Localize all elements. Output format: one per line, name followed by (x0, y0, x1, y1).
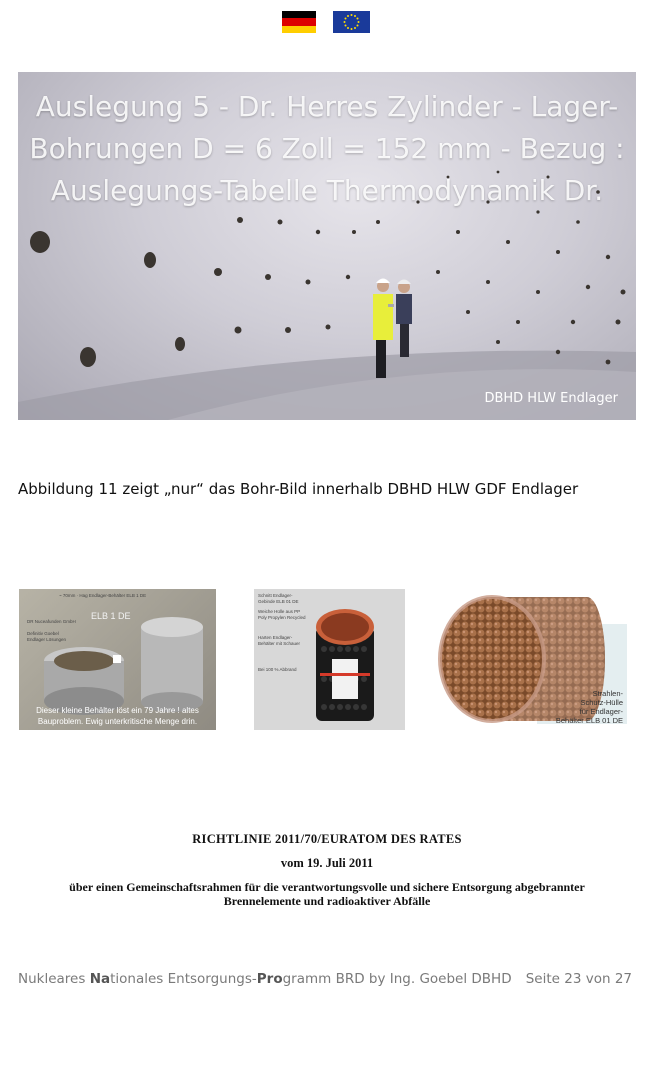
directive-subtitle: über einen Gemeinschaftsrahmen für die verantwortungsvolle und sichere Entsorgung abgebrannter Brennelemente und radioaktiver Abfälle (69, 880, 585, 908)
german-flag-icon (282, 11, 316, 33)
photo3-caption: Strahlen- Schutz-Hülle für Endlager- Behälter ELB 01 DE (555, 689, 623, 725)
footer-text-part: tionales Entsorgungs- (110, 971, 257, 987)
photo1-caption: Dieser kleine Behälter löst ein 79 Jahre ! altes Bauproblem. Ewig unterkritische Menge drin. (36, 706, 199, 726)
hero-caption: DBHD HLW Endlager (484, 391, 618, 406)
footer-program-title (18, 971, 512, 987)
footer-text-part: Nukleares (18, 971, 90, 987)
directive-date: vom 19. Juli 2011 (280, 856, 374, 870)
container-cutaway-photo: Schnitt Endlager- Gebinde ELB 01 DE Weiche Hülle aus PP Poly Propylen Recycled Harten Endlager- Behälter mit Schauer Bei 100 % Abbrand (254, 589, 405, 730)
eu-flag-icon (333, 11, 370, 33)
container-photo-elb1: ~ 70mm · Hag Endlager-Behälter ELB 1 DE DR Nuceafunden GmbH Definitiv Goebel Endlager Lösungen ELB 1 DE Dieser kleine Behälter löst ein 79 Jahre ! altes Bauproblem. Ewig unterkritische Menge drin. (19, 589, 216, 730)
footer-text-bold: Pro (256, 971, 283, 987)
radiation-shield-render (437, 589, 627, 730)
footer-text-part: gramm BRD by Ing. Goebel DBHD (282, 971, 512, 987)
hero-title: Auslegung 5 - Dr. Herres Zylinder - Lager- Bohrungen D = 6 Zoll = 152 mm - Bezug : Auslegungs-Tabelle Thermodynamik Dr. (29, 90, 625, 207)
footer-text-bold: Na (89, 971, 111, 987)
page-number: Seite 23 von 27 (525, 971, 632, 987)
photo1-label: ELB 1 DE (91, 611, 131, 621)
hero-image (18, 72, 636, 420)
directive-title: RICHTLINIE 2011/70/EURATOM DES RATES (192, 832, 462, 846)
figure-caption: Abbildung 11 zeigt „nur“ das Bohr-Bild innerhalb DBHD HLW GDF Endlager (18, 480, 579, 498)
